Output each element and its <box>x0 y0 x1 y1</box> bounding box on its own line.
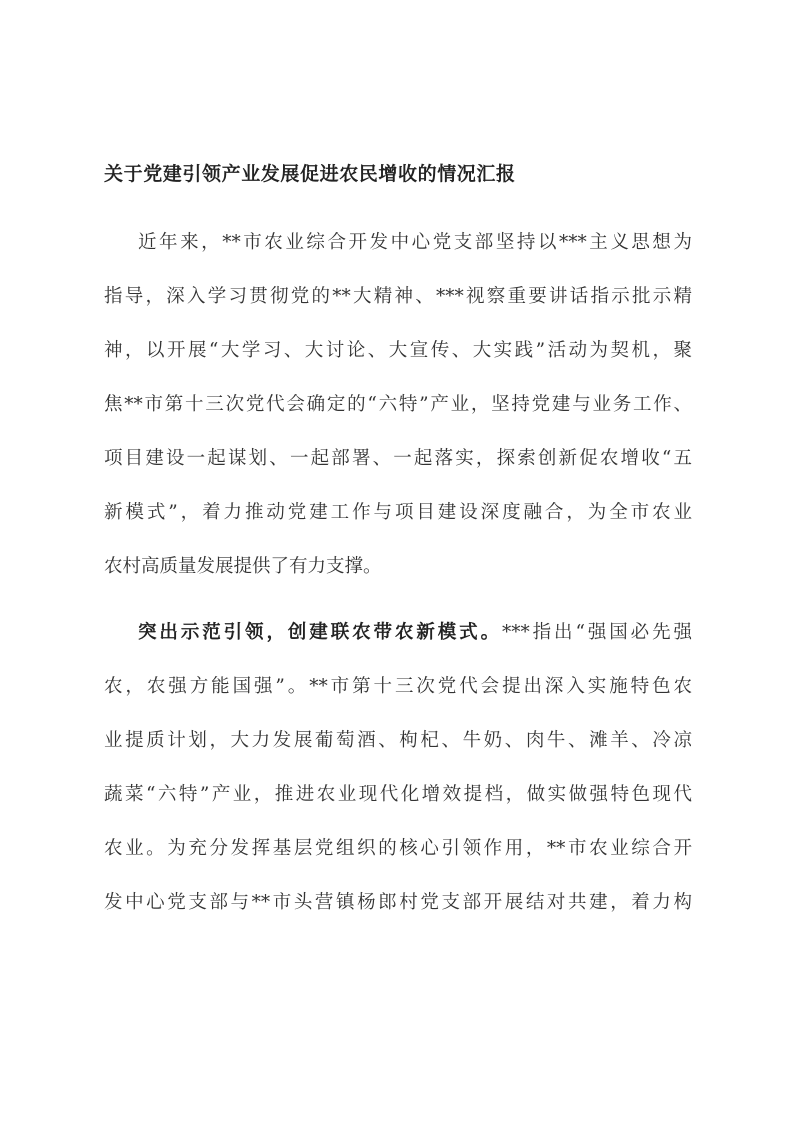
paragraph-line: 发中心党支部与**市头营镇杨郎村党支部开展结对共建，着力构 <box>104 892 692 913</box>
paragraph-line: 近年来，**市农业综合开发中心党支部坚持以***主义思想为 <box>138 232 692 253</box>
paragraph-line: 指导，深入学习贯彻党的**大精神、***视察重要讲话指示批示精 <box>104 286 692 307</box>
paragraph-line-rest: ***指出“强国必先强 <box>501 622 692 643</box>
paragraph-line: 业提质计划，大力发展葡萄酒、枸杞、牛奶、肉牛、滩羊、冷凉 <box>104 730 692 751</box>
paragraph-demonstration <box>104 606 692 930</box>
document-title: 关于党建引领产业发展促进农民增收的情况汇报 <box>104 163 516 185</box>
paragraph-line: 项目建设一起谋划、一起部署、一起落实，探索创新促农增收“五 <box>104 448 692 469</box>
paragraph-intro <box>104 216 692 594</box>
paragraph-line: 农村高质量发展提供了有力支撑。 <box>104 556 382 577</box>
paragraph-line: 焦**市第十三次党代会确定的“六特”产业，坚持党建与业务工作、 <box>104 394 692 415</box>
paragraph-line: 农业。为充分发挥基层党组织的核心引领作用，**市农业综合开 <box>104 838 692 859</box>
paragraph-line: 神，以开展“大学习、大讨论、大宣传、大实践”活动为契机，聚 <box>104 340 692 361</box>
paragraph-line: 农，农强方能国强”。**市第十三次党代会提出深入实施特色农 <box>104 676 692 697</box>
paragraph-line: 蔬菜“六特”产业，推进农业现代化增效提档，做实做强特色现代 <box>104 784 692 805</box>
paragraph-line: 新模式”，着力推动党建工作与项目建设深度融合，为全市农业 <box>104 502 692 523</box>
section-lead-heading: 突出示范引领，创建联农带农新模式。 <box>138 622 502 643</box>
paragraph-first-line <box>104 606 692 660</box>
